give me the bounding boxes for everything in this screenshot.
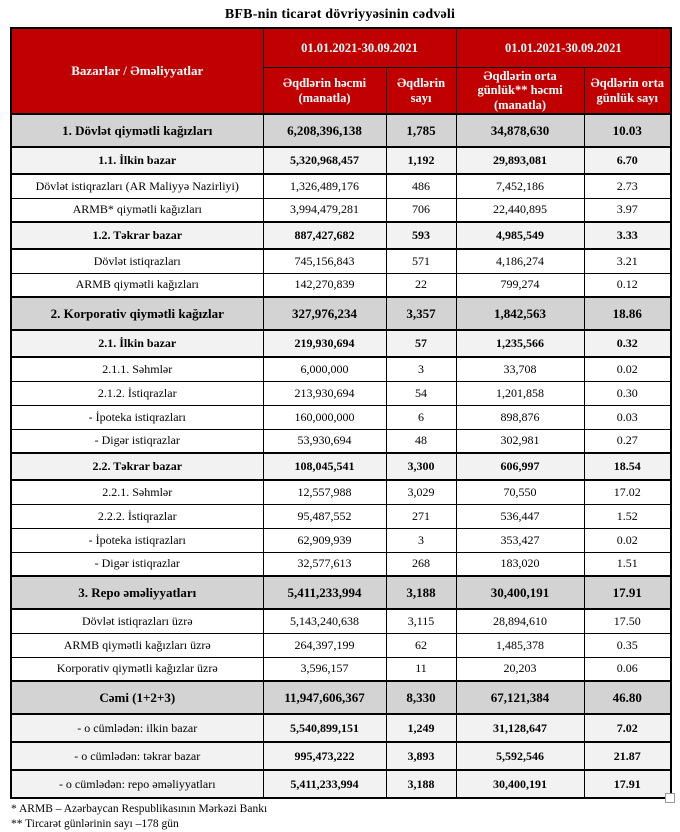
row-value: 536,447 (456, 504, 584, 528)
row-value: 48 (386, 429, 456, 453)
table-header (11, 28, 671, 114)
row-value: 219,930,694 (263, 330, 386, 357)
table-row (11, 249, 671, 273)
row-value: 3.33 (584, 222, 671, 249)
row-label: 3. Repo əməliyyatları (11, 576, 263, 609)
row-value: 302,981 (456, 429, 584, 453)
table-row (11, 174, 671, 198)
row-value: 8,330 (386, 681, 456, 714)
row-value: 4,985,549 (456, 222, 584, 249)
row-label: Cəmi (1+2+3) (11, 681, 263, 714)
row-value: 5,540,899,151 (263, 714, 386, 742)
row-value: 33,708 (456, 357, 584, 381)
row-value: 21.87 (584, 742, 671, 770)
row-value: 3,357 (386, 297, 456, 330)
row-label: - o cümlədən: repo əməliyyatları (11, 770, 263, 798)
table-row (11, 330, 671, 357)
row-value: 31,128,647 (456, 714, 584, 742)
row-label: - Digər istiqrazlar (11, 429, 263, 453)
row-value: 3.97 (584, 198, 671, 222)
row-value: 1.51 (584, 552, 671, 576)
column-header-count: Əqdlərin sayı (386, 68, 456, 115)
table-row (11, 198, 671, 222)
row-value: 62,909,939 (263, 528, 386, 552)
row-value: 95,487,552 (263, 504, 386, 528)
table-row (11, 114, 671, 147)
row-value: 213,930,694 (263, 381, 386, 405)
row-value: 3,188 (386, 576, 456, 609)
row-label: - o cümlədən: ilkin bazar (11, 714, 263, 742)
row-label: Korporativ qiymətli kağızlar üzrə (11, 657, 263, 681)
row-label: 1. Dövlət qiymətli kağızları (11, 114, 263, 147)
row-label: 2.1.1. Səhmlər (11, 357, 263, 381)
table-row (11, 147, 671, 174)
row-value: 3 (386, 528, 456, 552)
row-label: 2.1.2. İstiqrazlar (11, 381, 263, 405)
table-row (11, 714, 671, 742)
row-value: 0.30 (584, 381, 671, 405)
row-value: 62 (386, 633, 456, 657)
row-value: 160,000,000 (263, 405, 386, 429)
row-value: 2.73 (584, 174, 671, 198)
row-value: 12,557,988 (263, 480, 386, 504)
table-row (11, 222, 671, 249)
column-header-volume: Əqdlərin həcmi (manatla) (263, 68, 386, 115)
row-value: 6,000,000 (263, 357, 386, 381)
row-value: 108,045,541 (263, 453, 386, 480)
row-value: 745,156,843 (263, 249, 386, 273)
row-label: 2. Korporativ qiymətli kağızlar (11, 297, 263, 330)
table-body (11, 114, 671, 798)
row-value: 606,997 (456, 453, 584, 480)
table-row (11, 480, 671, 504)
row-value: 11 (386, 657, 456, 681)
row-value: 571 (386, 249, 456, 273)
table-row (11, 633, 671, 657)
row-value: 54 (386, 381, 456, 405)
row-value: 0.27 (584, 429, 671, 453)
row-label: ARMB qiymətli kağızları (11, 273, 263, 297)
row-value: 706 (386, 198, 456, 222)
trading-turnover-table (10, 27, 672, 799)
table-row (11, 528, 671, 552)
row-value: 3,300 (386, 453, 456, 480)
table-row (11, 657, 671, 681)
row-value: 1,485,378 (456, 633, 584, 657)
table-row (11, 609, 671, 633)
row-value: 1,326,489,176 (263, 174, 386, 198)
row-label: - Digər istiqrazlar (11, 552, 263, 576)
row-value: 1,235,566 (456, 330, 584, 357)
row-value: 6.70 (584, 147, 671, 174)
row-value: 887,427,682 (263, 222, 386, 249)
row-value: 486 (386, 174, 456, 198)
row-label: 1.2. Təkrar bazar (11, 222, 263, 249)
row-value: 67,121,384 (456, 681, 584, 714)
table-row (11, 297, 671, 330)
corner-header-cell: Bazarlar / Əməliyyatlar (11, 28, 263, 114)
row-value: 1,192 (386, 147, 456, 174)
row-value: 3,115 (386, 609, 456, 633)
row-value: 1,249 (386, 714, 456, 742)
table-row (11, 453, 671, 480)
row-value: 0.06 (584, 657, 671, 681)
table-row (11, 770, 671, 798)
row-label: 2.2.2. İstiqrazlar (11, 504, 263, 528)
row-value: 0.12 (584, 273, 671, 297)
row-value: 3,893 (386, 742, 456, 770)
period-header-cell: 01.01.2021-30.09.2021 (263, 28, 456, 68)
row-value: 5,143,240,638 (263, 609, 386, 633)
row-value: 268 (386, 552, 456, 576)
anchor-square-icon (665, 793, 675, 803)
footnote-armb: * ARMB – Azərbaycan Respublikasının Mərkəzi Bankı (11, 803, 268, 816)
row-value: 5,411,233,994 (263, 576, 386, 609)
row-label: 1.1. İlkin bazar (11, 147, 263, 174)
row-value: 3 (386, 357, 456, 381)
row-label: Dövlət istiqrazları (11, 249, 263, 273)
row-value: 57 (386, 330, 456, 357)
row-value: 0.03 (584, 405, 671, 429)
row-value: 1.52 (584, 504, 671, 528)
row-value: 11,947,606,367 (263, 681, 386, 714)
row-value: 5,320,968,457 (263, 147, 386, 174)
row-value: 34,878,630 (456, 114, 584, 147)
table-row (11, 552, 671, 576)
row-value: 18.86 (584, 297, 671, 330)
row-value: 6 (386, 405, 456, 429)
table-row (11, 381, 671, 405)
row-value: 17.50 (584, 609, 671, 633)
table-row (11, 405, 671, 429)
table-row (11, 504, 671, 528)
row-value: 4,186,274 (456, 249, 584, 273)
row-value: 10.03 (584, 114, 671, 147)
column-header-avg-daily-volume: Əqdlərin orta günlük** həcmi (manatla) (456, 68, 584, 115)
row-value: 7.02 (584, 714, 671, 742)
row-value: 271 (386, 504, 456, 528)
row-value: 70,550 (456, 480, 584, 504)
row-label: 2.2. Təkrar bazar (11, 453, 263, 480)
row-value: 53,930,694 (263, 429, 386, 453)
row-value: 7,452,186 (456, 174, 584, 198)
table-row (11, 273, 671, 297)
row-value: 593 (386, 222, 456, 249)
row-value: 799,274 (456, 273, 584, 297)
row-value: 18.54 (584, 453, 671, 480)
page-title: BFB-nin ticarət dövriyyəsinin cədvəli (224, 7, 456, 22)
row-value: 5,411,233,994 (263, 770, 386, 798)
row-value: 0.02 (584, 528, 671, 552)
row-label: ARMB* qiymətli kağızları (11, 198, 263, 222)
table-row (11, 357, 671, 381)
row-value: 30,400,191 (456, 576, 584, 609)
row-value: 28,894,610 (456, 609, 584, 633)
row-label: Dövlət istiqrazları üzrə (11, 609, 263, 633)
row-value: 3.21 (584, 249, 671, 273)
row-value: 29,893,081 (456, 147, 584, 174)
row-value: 353,427 (456, 528, 584, 552)
row-value: 3,029 (386, 480, 456, 504)
row-value: 22 (386, 273, 456, 297)
row-label: 2.2.1. Səhmlər (11, 480, 263, 504)
footnote-trading-days: ** Tircarət günlərinin sayı –178 gün (11, 818, 179, 831)
table-row (11, 742, 671, 770)
row-value: 17.91 (584, 576, 671, 609)
row-label: Dövlət istiqrazları (AR Maliyyə Nazirliyi) (11, 174, 263, 198)
row-label: - İpoteka istiqrazları (11, 405, 263, 429)
row-value: 264,397,199 (263, 633, 386, 657)
row-value: 32,577,613 (263, 552, 386, 576)
row-label: - o cümlədən: təkrar bazar (11, 742, 263, 770)
row-value: 17.91 (584, 770, 671, 798)
row-value: 20,203 (456, 657, 584, 681)
row-value: 1,201,858 (456, 381, 584, 405)
row-value: 327,976,234 (263, 297, 386, 330)
row-label: 2.1. İlkin bazar (11, 330, 263, 357)
header-row-periods (11, 28, 671, 68)
row-value: 0.32 (584, 330, 671, 357)
table-row (11, 681, 671, 714)
row-value: 898,876 (456, 405, 584, 429)
row-value: 183,020 (456, 552, 584, 576)
row-value: 17.02 (584, 480, 671, 504)
row-value: 1,785 (386, 114, 456, 147)
row-value: 46.80 (584, 681, 671, 714)
period-header-cell: 01.01.2021-30.09.2021 (456, 28, 671, 68)
row-label: ARMB qiymətli kağızları üzrə (11, 633, 263, 657)
row-value: 995,473,222 (263, 742, 386, 770)
row-value: 6,208,396,138 (263, 114, 386, 147)
row-label: - İpoteka istiqrazları (11, 528, 263, 552)
row-value: 0.35 (584, 633, 671, 657)
column-header-avg-daily-count: Əqdlərin orta günlük sayı (584, 68, 671, 115)
row-value: 0.02 (584, 357, 671, 381)
row-value: 22,440,895 (456, 198, 584, 222)
row-value: 142,270,839 (263, 273, 386, 297)
row-value: 3,188 (386, 770, 456, 798)
row-value: 1,842,563 (456, 297, 584, 330)
table-row (11, 429, 671, 453)
row-value: 30,400,191 (456, 770, 584, 798)
row-value: 3,994,479,281 (263, 198, 386, 222)
row-value: 5,592,546 (456, 742, 584, 770)
table-row (11, 576, 671, 609)
row-value: 3,596,157 (263, 657, 386, 681)
